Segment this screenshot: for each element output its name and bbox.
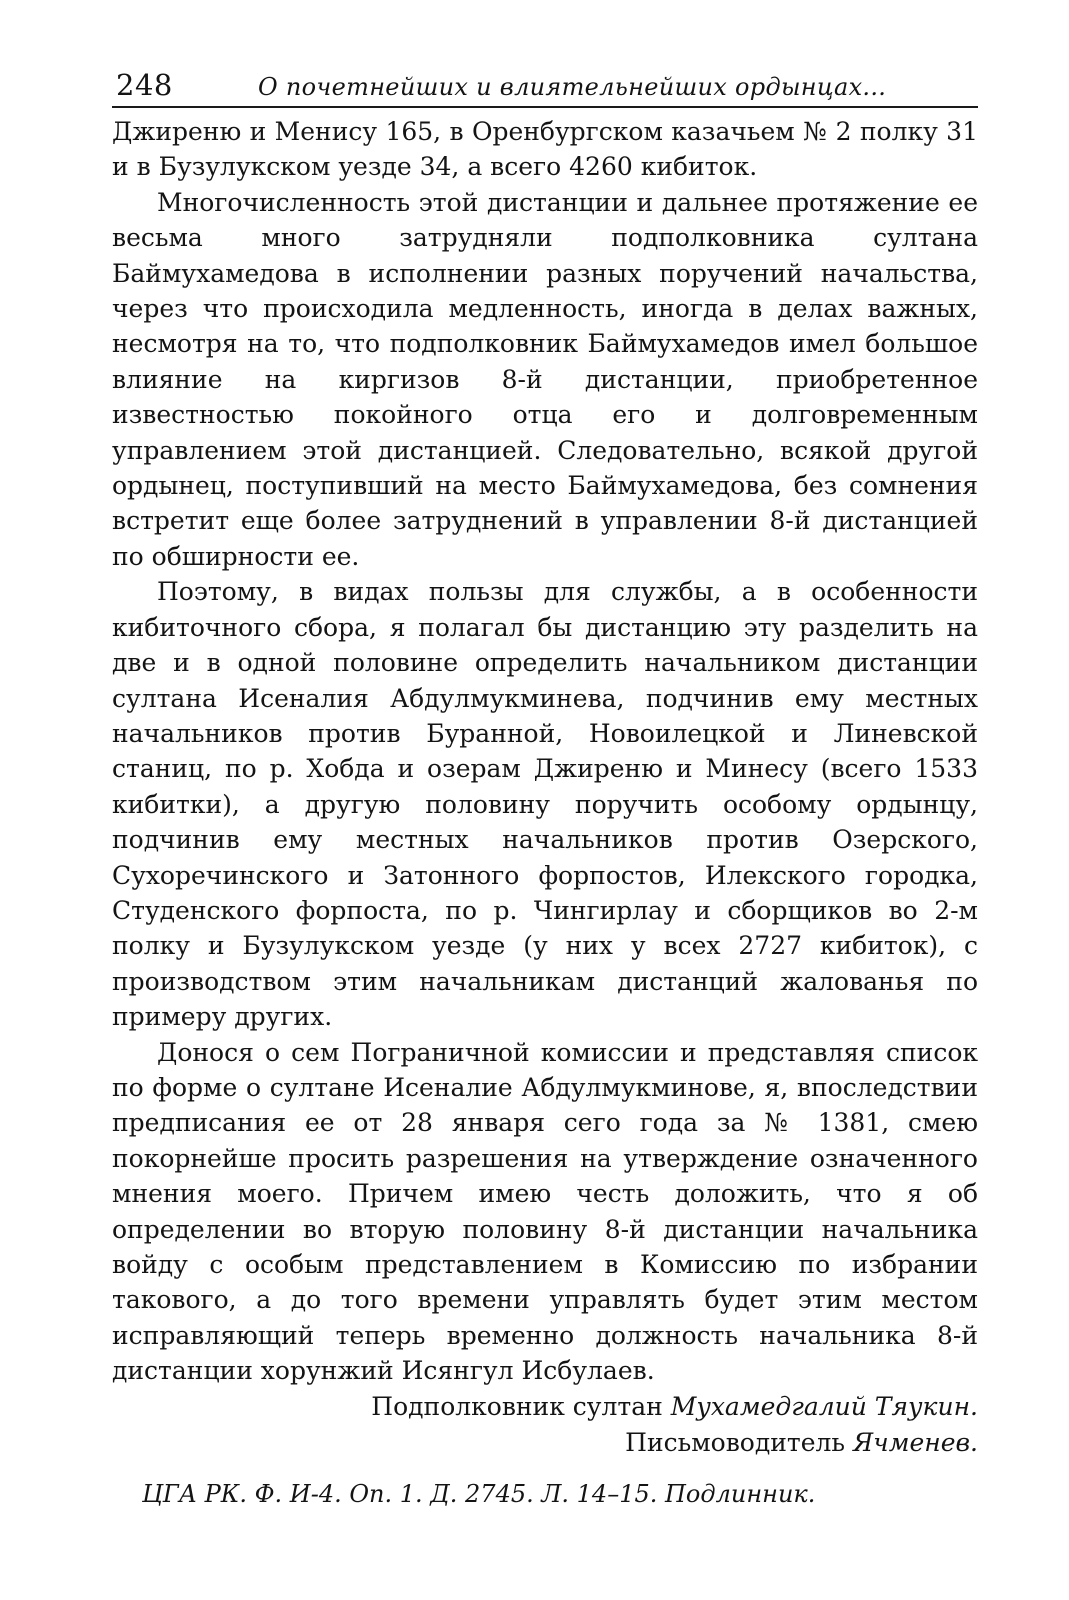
paragraph: Поэтому, в видах пользы для службы, а в особенности кибиточного сбора, я полагал бы дистанцию эту разделить на две и в одной половине определить начальником дистанции султана Исеналия Абдулмукминева, подчинив ему местных начальников против Буранной, Новоилецкой и Линевской станиц, по р. Хобда и озерам Джиреню и Минесу (всего 1533 кибитки), а другую половину поручить особому ордынцу, подчинив ему местных начальников против Озерского, Сухоречинского и Затонного форпостов, Илекского городка, Студенского форпоста, по р. Чингирлау и сборщиков во 2-м полку и Бузулукском уезде (у них у всех 2727 кибиток), с производством этим начальникам дистанций жалованья по примеру других.: [112, 577, 978, 1032]
book-page: [112, 60, 978, 1511]
running-header: [112, 60, 978, 108]
signature-line: [112, 1425, 978, 1461]
paragraph: Донося о сем Пограничной комиссии и представляя список по форме о султане Исеналие Абдулмукминове, я, впоследствии предписания ее от 28 января сего года за № 1381, смею покорнейше просить разрешения на утверждение означенного мнения моего. Причем имею честь доложить, что я об определении во вторую половину 8-й дистанции начальника войду с особым представлением в Комиссию по избрании такового, а до того времени управлять будет этим местом исправляющий теперь временно должность начальника 8-й дистанции хорунжий Исянгул Исбулаев.: [112, 1037, 978, 1386]
archive-source-reference: ЦГА РК. Ф. И-4. Оп. 1. Д. 2745. Л. 14–15. Подлинник.: [142, 1479, 816, 1508]
page-number: 248: [116, 68, 173, 102]
signature-name: Мухамедгалий Тяукин.: [670, 1391, 978, 1421]
body-text: [112, 114, 978, 1389]
running-title: О почетнейших и влиятельнейших ордынцах...: [258, 73, 887, 101]
signature-name: Ячменев.: [852, 1427, 978, 1457]
paragraph: Многочисленность этой дистанции и дальнее протяжение ее весьма много затрудняли подполковника султана Баймухамедова в исполнении разных поручений начальства, через что происходила медленность, иногда в делах важных, несмотря на то, что подполковник Баймухамедов имел большое влияние на киргизов 8-й дистанции, приобретенное известностью покойного отца его и долговременным управлением этой дистанцией. Следовательно, всякой другой ордынец, поступивший на место Баймухамедова, без сомнения встретит еще более затруднений в управлении 8-й дистанцией по обширности ее.: [112, 187, 978, 571]
signature-title: Письмоводитель: [625, 1427, 846, 1457]
signature-line: [112, 1389, 978, 1425]
paragraph-continuation: Джиреню и Менису 165, в Оренбургском казачьем № 2 полку 31 и в Бузулукском уезде 34, а всего 4260 кибиток.: [112, 117, 978, 182]
signature-title: Подполковник султан: [371, 1391, 663, 1421]
